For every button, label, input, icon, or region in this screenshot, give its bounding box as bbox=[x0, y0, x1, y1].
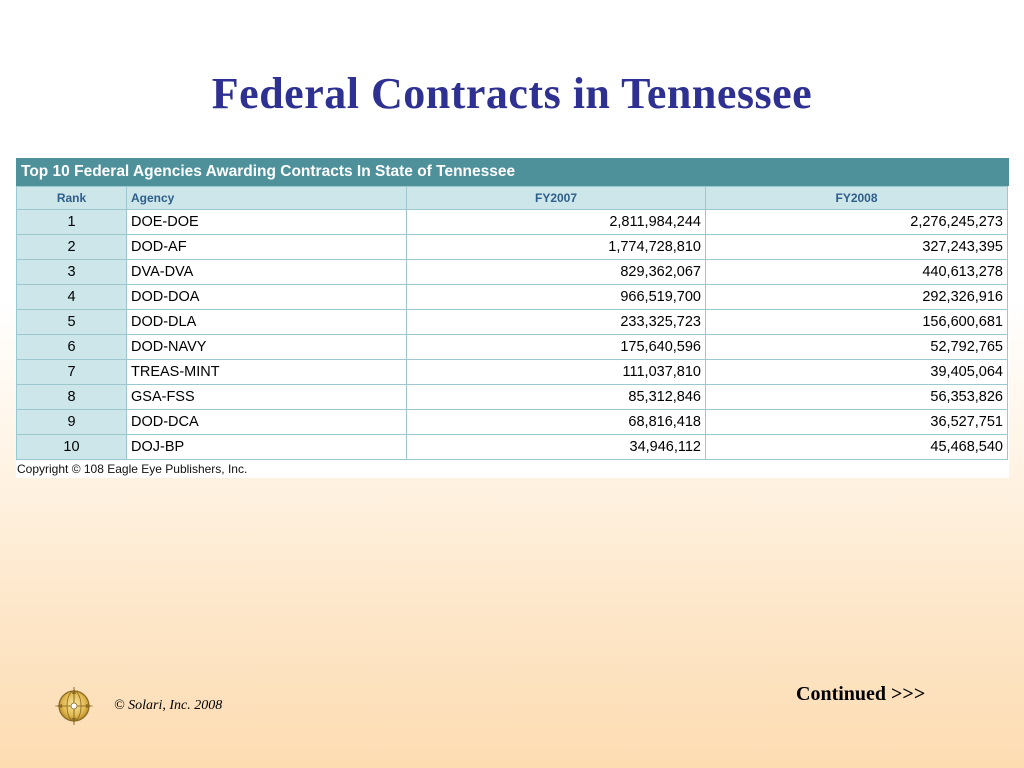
rank-cell: 4 bbox=[17, 285, 127, 310]
fy2008-cell: 292,326,916 bbox=[706, 285, 1008, 310]
agency-cell: DOD-AF bbox=[127, 235, 407, 260]
continued-link[interactable]: Continued >>> bbox=[796, 683, 926, 705]
rank-cell: 2 bbox=[17, 235, 127, 260]
contracts-table bbox=[16, 186, 1008, 460]
slide-title: Federal Contracts in Tennessee bbox=[211, 69, 813, 118]
table-row bbox=[17, 310, 1008, 335]
agency-cell: GSA-FSS bbox=[127, 385, 407, 410]
rank-cell: 7 bbox=[17, 360, 127, 385]
agency-cell: DOD-DOA bbox=[127, 285, 407, 310]
contracts-table-container bbox=[16, 158, 1009, 478]
table-row bbox=[17, 335, 1008, 360]
table-row bbox=[17, 235, 1008, 260]
column-header-fy2008: FY2008 bbox=[706, 187, 1008, 210]
fy2007-cell: 966,519,700 bbox=[407, 285, 706, 310]
rank-cell: 8 bbox=[17, 385, 127, 410]
table-caption: Top 10 Federal Agencies Awarding Contracts In State of Tennessee bbox=[16, 158, 1009, 186]
fy2007-cell: 1,774,728,810 bbox=[407, 235, 706, 260]
rank-cell: 5 bbox=[17, 310, 127, 335]
agency-cell: DOJ-BP bbox=[127, 435, 407, 460]
fy2008-cell: 45,468,540 bbox=[706, 435, 1008, 460]
table-header-row bbox=[17, 187, 1008, 210]
fy2008-cell: 52,792,765 bbox=[706, 335, 1008, 360]
fy2008-cell: 440,613,278 bbox=[706, 260, 1008, 285]
table-row bbox=[17, 435, 1008, 460]
fy2008-cell: 2,276,245,273 bbox=[706, 210, 1008, 235]
table-row bbox=[17, 385, 1008, 410]
table-copyright-note: Copyright © 108 Eagle Eye Publishers, Inc. bbox=[17, 462, 248, 476]
footer-copyright: © Solari, Inc. 2008 bbox=[114, 698, 223, 713]
rank-cell: 3 bbox=[17, 260, 127, 285]
fy2008-cell: 56,353,826 bbox=[706, 385, 1008, 410]
agency-cell: DOE-DOE bbox=[127, 210, 407, 235]
table-row bbox=[17, 360, 1008, 385]
column-header-agency: Agency bbox=[127, 187, 407, 210]
fy2008-cell: 39,405,064 bbox=[706, 360, 1008, 385]
fy2007-cell: 2,811,984,244 bbox=[407, 210, 706, 235]
agency-cell: DOD-DCA bbox=[127, 410, 407, 435]
table-row bbox=[17, 210, 1008, 235]
table-row bbox=[17, 410, 1008, 435]
rank-cell: 9 bbox=[17, 410, 127, 435]
fy2007-cell: 233,325,723 bbox=[407, 310, 706, 335]
rank-cell: 1 bbox=[17, 210, 127, 235]
compass-globe-icon bbox=[54, 686, 94, 726]
rank-cell: 10 bbox=[17, 435, 127, 460]
fy2007-cell: 175,640,596 bbox=[407, 335, 706, 360]
fy2007-cell: 85,312,846 bbox=[407, 385, 706, 410]
agency-cell: TREAS-MINT bbox=[127, 360, 407, 385]
column-header-fy2007: FY2007 bbox=[407, 187, 706, 210]
fy2007-cell: 68,816,418 bbox=[407, 410, 706, 435]
table-row bbox=[17, 285, 1008, 310]
rank-cell: 6 bbox=[17, 335, 127, 360]
fy2008-cell: 327,243,395 bbox=[706, 235, 1008, 260]
fy2007-cell: 34,946,112 bbox=[407, 435, 706, 460]
column-header-rank: Rank bbox=[17, 187, 127, 210]
agency-cell: DVA-DVA bbox=[127, 260, 407, 285]
fy2007-cell: 111,037,810 bbox=[407, 360, 706, 385]
fy2007-cell: 829,362,067 bbox=[407, 260, 706, 285]
fy2008-cell: 36,527,751 bbox=[706, 410, 1008, 435]
agency-cell: DOD-DLA bbox=[127, 310, 407, 335]
table-row bbox=[17, 260, 1008, 285]
agency-cell: DOD-NAVY bbox=[127, 335, 407, 360]
fy2008-cell: 156,600,681 bbox=[706, 310, 1008, 335]
